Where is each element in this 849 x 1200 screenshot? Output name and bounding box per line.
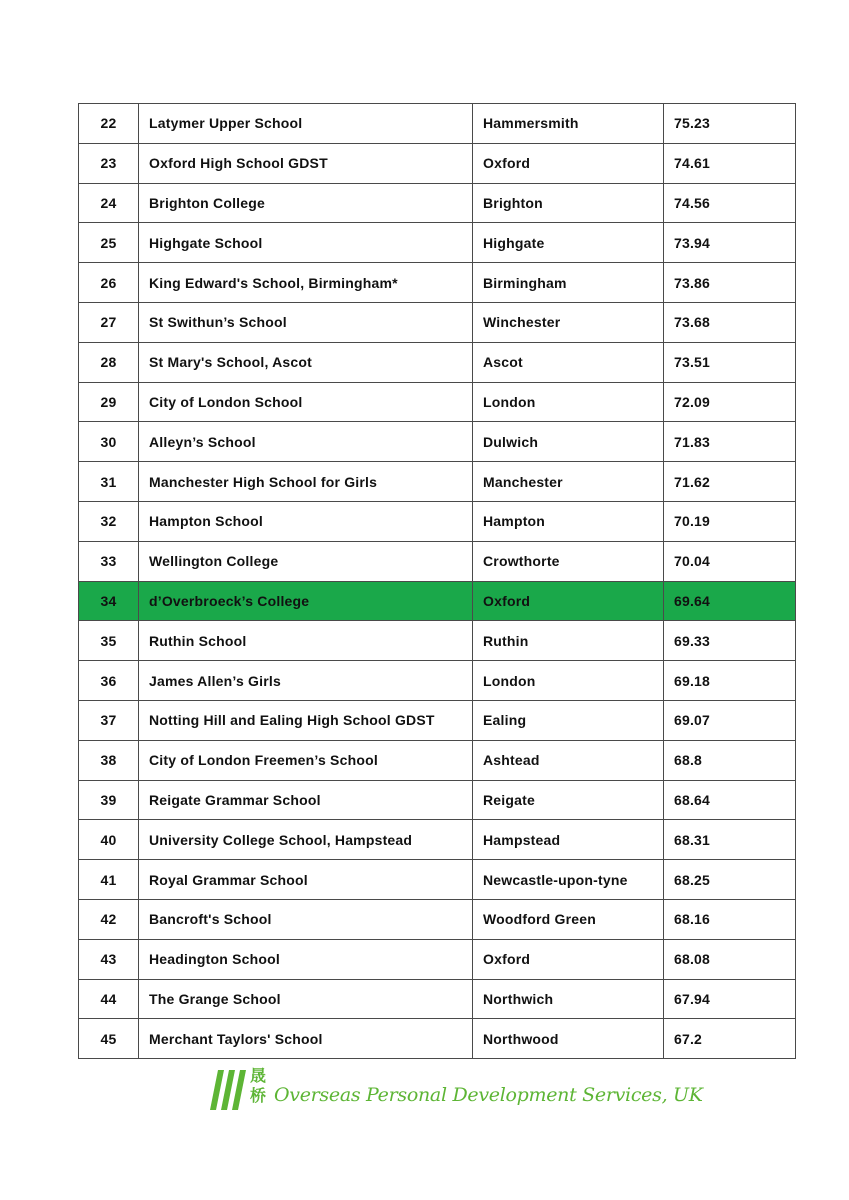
school-name-cell: Manchester High School for Girls [139, 462, 473, 502]
table-row [79, 143, 796, 183]
school-ranking-table [78, 103, 796, 1059]
table-row [79, 1019, 796, 1059]
score-cell: 69.18 [664, 661, 796, 701]
school-name-cell: Hampton School [139, 501, 473, 541]
rank-cell: 38 [79, 740, 139, 780]
table-row [79, 581, 796, 621]
location-cell: Dulwich [473, 422, 664, 462]
table-row [79, 939, 796, 979]
table-row [79, 740, 796, 780]
school-name-cell: City of London School [139, 382, 473, 422]
rank-cell: 27 [79, 302, 139, 342]
location-cell: Ruthin [473, 621, 664, 661]
logo-chinese-characters [250, 1066, 272, 1106]
rank-cell: 25 [79, 223, 139, 263]
table-row [79, 302, 796, 342]
rank-cell: 22 [79, 104, 139, 144]
score-cell: 73.68 [664, 302, 796, 342]
rank-cell: 36 [79, 661, 139, 701]
company-logo [210, 1066, 703, 1116]
score-cell: 70.04 [664, 541, 796, 581]
rank-cell: 44 [79, 979, 139, 1019]
logo-bars-icon [210, 1070, 248, 1110]
table-row [79, 899, 796, 939]
score-cell: 67.94 [664, 979, 796, 1019]
location-cell: Hammersmith [473, 104, 664, 144]
rank-cell: 31 [79, 462, 139, 502]
rank-cell: 43 [79, 939, 139, 979]
school-name-cell: James Allen’s Girls [139, 661, 473, 701]
school-name-cell: Wellington College [139, 541, 473, 581]
location-cell: Manchester [473, 462, 664, 502]
score-cell: 69.07 [664, 700, 796, 740]
location-cell: Northwood [473, 1019, 664, 1059]
rank-cell: 23 [79, 143, 139, 183]
location-cell: Ealing [473, 700, 664, 740]
location-cell: Winchester [473, 302, 664, 342]
school-name-cell: Royal Grammar School [139, 860, 473, 900]
table-row [79, 780, 796, 820]
location-cell: Oxford [473, 939, 664, 979]
location-cell: Reigate [473, 780, 664, 820]
logo-char-bottom: 桥 [250, 1086, 267, 1105]
score-cell: 68.16 [664, 899, 796, 939]
table-row [79, 462, 796, 502]
school-name-cell: The Grange School [139, 979, 473, 1019]
table-row [79, 263, 796, 303]
table-row [79, 541, 796, 581]
score-cell: 72.09 [664, 382, 796, 422]
rank-cell: 29 [79, 382, 139, 422]
table-row [79, 820, 796, 860]
location-cell: London [473, 382, 664, 422]
school-name-cell: Oxford High School GDST [139, 143, 473, 183]
rank-cell: 42 [79, 899, 139, 939]
school-name-cell: Alleyn’s School [139, 422, 473, 462]
location-cell: Highgate [473, 223, 664, 263]
rank-cell: 35 [79, 621, 139, 661]
rank-cell: 28 [79, 342, 139, 382]
rank-cell: 32 [79, 501, 139, 541]
table-row [79, 621, 796, 661]
school-name-cell: Merchant Taylors' School [139, 1019, 473, 1059]
score-cell: 69.33 [664, 621, 796, 661]
rank-cell: 41 [79, 860, 139, 900]
table-row [79, 661, 796, 701]
school-name-cell: St Swithun’s School [139, 302, 473, 342]
school-name-cell: d’Overbroeck’s College [139, 581, 473, 621]
rank-cell: 37 [79, 700, 139, 740]
ranking-table-body [79, 104, 796, 1059]
score-cell: 74.61 [664, 143, 796, 183]
school-name-cell: St Mary's School, Ascot [139, 342, 473, 382]
table-row [79, 382, 796, 422]
table-row [79, 104, 796, 144]
score-cell: 71.83 [664, 422, 796, 462]
score-cell: 68.08 [664, 939, 796, 979]
school-name-cell: Bancroft's School [139, 899, 473, 939]
location-cell: Newcastle-upon-tyne [473, 860, 664, 900]
score-cell: 75.23 [664, 104, 796, 144]
school-name-cell: Headington School [139, 939, 473, 979]
table-row [79, 422, 796, 462]
table-row [79, 342, 796, 382]
location-cell: Northwich [473, 979, 664, 1019]
location-cell: Woodford Green [473, 899, 664, 939]
school-name-cell: Highgate School [139, 223, 473, 263]
school-name-cell: Latymer Upper School [139, 104, 473, 144]
score-cell: 73.94 [664, 223, 796, 263]
company-name: Overseas Personal Development Services, UK [274, 1084, 703, 1106]
score-cell: 68.25 [664, 860, 796, 900]
score-cell: 73.86 [664, 263, 796, 303]
score-cell: 73.51 [664, 342, 796, 382]
rank-cell: 39 [79, 780, 139, 820]
school-name-cell: King Edward's School, Birmingham* [139, 263, 473, 303]
location-cell: Hampton [473, 501, 664, 541]
table-row [79, 979, 796, 1019]
score-cell: 74.56 [664, 183, 796, 223]
score-cell: 68.8 [664, 740, 796, 780]
school-name-cell: Brighton College [139, 183, 473, 223]
location-cell: Oxford [473, 581, 664, 621]
score-cell: 71.62 [664, 462, 796, 502]
rank-cell: 34 [79, 581, 139, 621]
rank-cell: 45 [79, 1019, 139, 1059]
rank-cell: 33 [79, 541, 139, 581]
table-row [79, 700, 796, 740]
score-cell: 68.64 [664, 780, 796, 820]
location-cell: Brighton [473, 183, 664, 223]
table-row [79, 183, 796, 223]
score-cell: 67.2 [664, 1019, 796, 1059]
score-cell: 68.31 [664, 820, 796, 860]
school-name-cell: University College School, Hampstead [139, 820, 473, 860]
school-name-cell: Notting Hill and Ealing High School GDST [139, 700, 473, 740]
school-name-cell: Reigate Grammar School [139, 780, 473, 820]
table-row [79, 860, 796, 900]
school-name-cell: City of London Freemen’s School [139, 740, 473, 780]
rank-cell: 24 [79, 183, 139, 223]
location-cell: Birmingham [473, 263, 664, 303]
score-cell: 70.19 [664, 501, 796, 541]
location-cell: Ashtead [473, 740, 664, 780]
location-cell: Crowthorte [473, 541, 664, 581]
location-cell: Hampstead [473, 820, 664, 860]
location-cell: Oxford [473, 143, 664, 183]
table-row [79, 501, 796, 541]
rank-cell: 40 [79, 820, 139, 860]
location-cell: Ascot [473, 342, 664, 382]
score-cell: 69.64 [664, 581, 796, 621]
location-cell: London [473, 661, 664, 701]
logo-char-top: 晟 [250, 1066, 267, 1085]
school-name-cell: Ruthin School [139, 621, 473, 661]
table-row [79, 223, 796, 263]
rank-cell: 26 [79, 263, 139, 303]
rank-cell: 30 [79, 422, 139, 462]
